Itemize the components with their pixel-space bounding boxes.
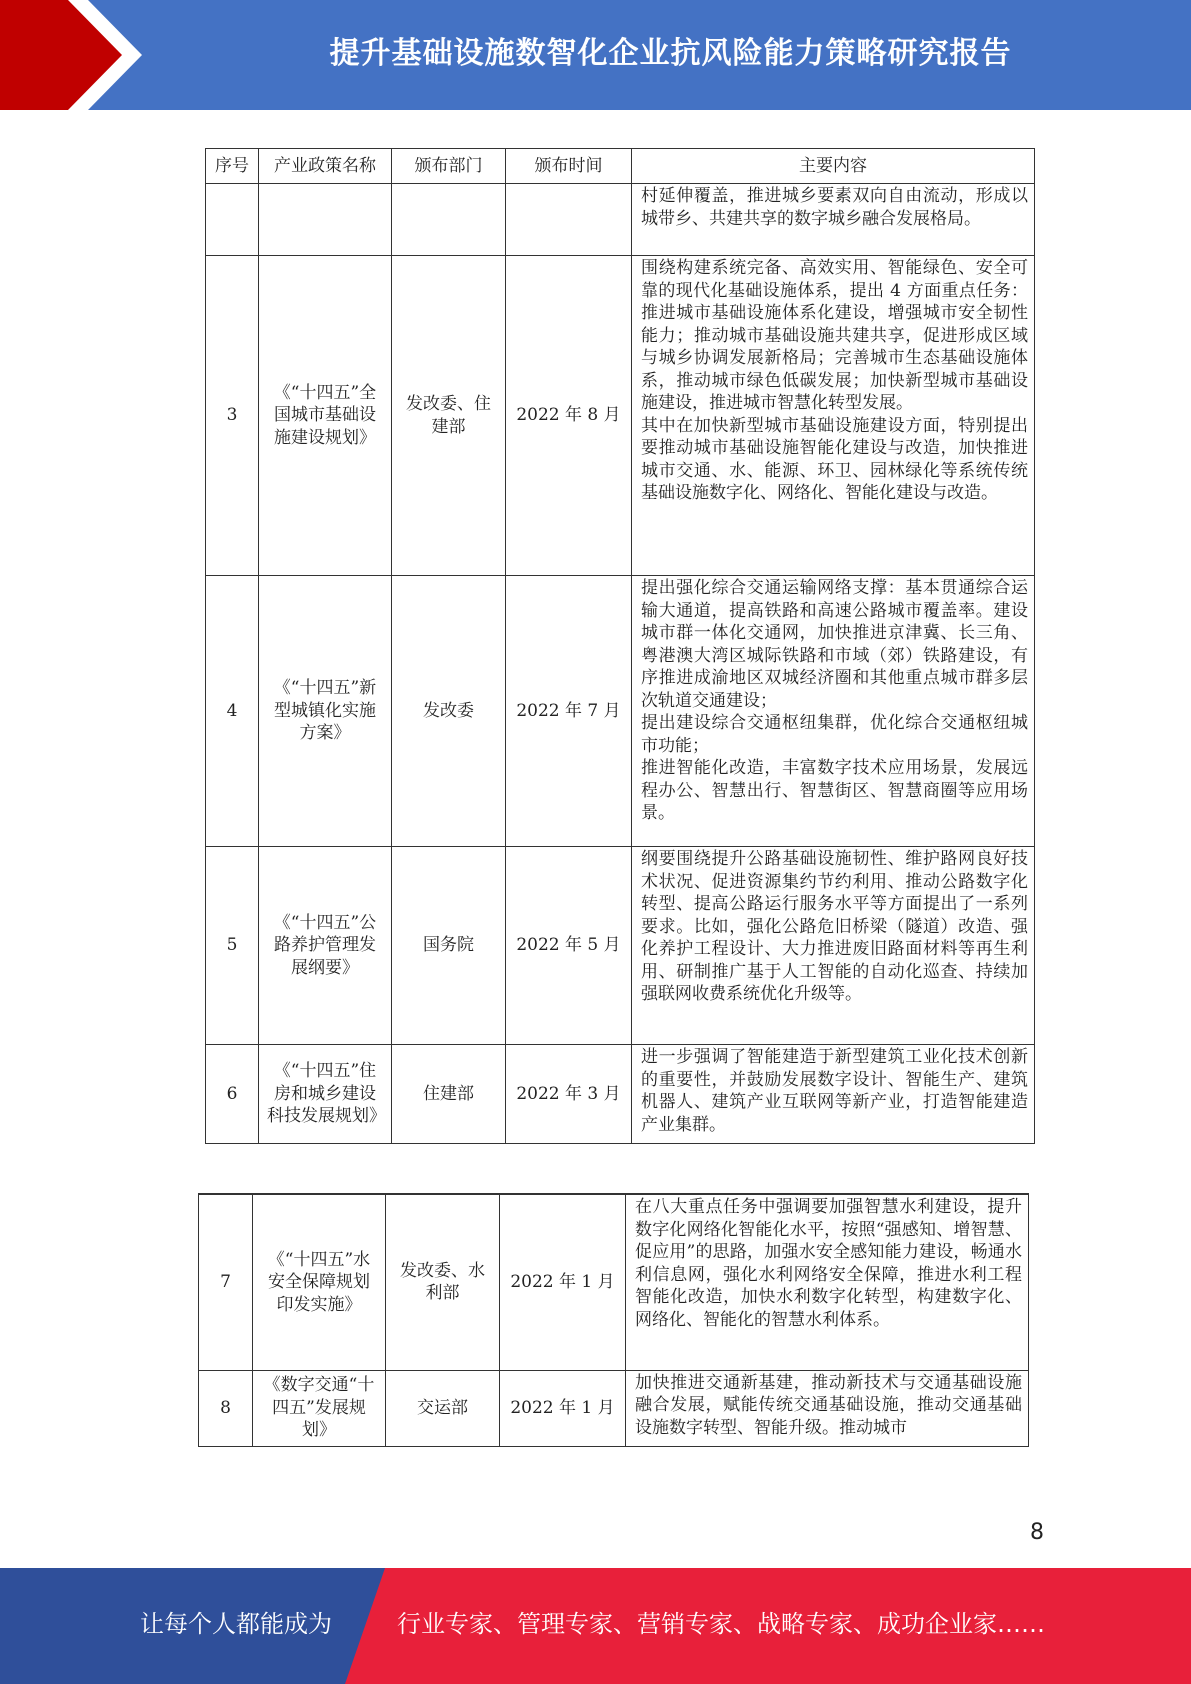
row-date: 2022 年 5 月	[506, 847, 632, 1045]
row-no: 5	[206, 847, 259, 1045]
row-no: 4	[206, 576, 259, 847]
content-paragraph: 其中在加快新型城市基础设施建设方面，特别提出要推动城市基础设施智能化建设与改造，加快推进城市交通、水、能源、环卫、园林绿化等系统传统基础设施数字化、网络化、智能化建设与改造。	[641, 415, 1028, 503]
header-chevron-decoration	[0, 0, 150, 110]
row-content	[632, 256, 1035, 576]
col-header-department: 颁布部门	[392, 149, 506, 184]
document-title: 提升基础设施数智化企业抗风险能力策略研究报告	[329, 36, 1012, 71]
col-header-content: 主要内容	[632, 149, 1035, 184]
col-header-date: 颁布时间	[506, 149, 632, 184]
row-no: 3	[206, 256, 259, 576]
content-paragraph: 村延伸覆盖，推进城乡要素双向自由流动，形成以城带乡、共建共享的数字城乡融合发展格局。	[641, 186, 1028, 229]
row-policy-name: 《“十四五”全国城市基础设施建设规划》	[259, 256, 392, 576]
row-department: 交运部	[386, 1370, 500, 1446]
row-department: 发改委、水利部	[386, 1194, 500, 1370]
row-department: 国务院	[392, 847, 506, 1045]
row-policy-name: 《“十四五”住房和城乡建设科技发展规划》	[259, 1045, 392, 1144]
footer-band	[0, 1568, 1191, 1684]
footer-slogan-right: 行业专家、管理专家、营销专家、战略专家、成功企业家……	[397, 1610, 1045, 1638]
row-date: 2022 年 1 月	[500, 1370, 626, 1446]
table-row	[206, 1045, 1035, 1144]
page-number: 8	[1030, 1520, 1044, 1545]
row-content	[626, 1194, 1029, 1370]
table-row	[206, 576, 1035, 847]
row-date: 2022 年 8 月	[506, 256, 632, 576]
row-policy-name: 《“十四五”新型城镇化实施方案》	[259, 576, 392, 847]
row-no: 8	[199, 1370, 253, 1446]
row-department: 发改委、住建部	[392, 256, 506, 576]
table-row	[206, 256, 1035, 576]
table-row	[199, 1194, 1029, 1370]
header-band	[0, 0, 1191, 110]
content-paragraph: 加快推进交通新基建，推动新技术与交通基础设施融合发展，赋能传统交通基础设施，推动交通基础设施数字转型、智能升级。推动城市	[635, 1372, 1022, 1438]
row-no: 6	[206, 1045, 259, 1144]
table-row	[206, 184, 1035, 256]
table-header-row	[206, 149, 1035, 184]
content-paragraph: 在八大重点任务中强调要加强智慧水利建设，提升数字化网络化智能化水平，按照“强感知、增智慧、促应用”的思路，加强水安全感知能力建设，畅通水利信息网，强化水利网络安全保障，推进水利工程智能化改造，加快水利数字化转型，构建数字化、网络化、智能化的智慧水利体系。	[635, 1197, 1022, 1330]
row-department	[392, 184, 506, 256]
row-content	[632, 1045, 1035, 1144]
row-content	[632, 576, 1035, 847]
table-row	[199, 1370, 1029, 1446]
col-header-policy-name: 产业政策名称	[259, 149, 392, 184]
policy-table	[205, 148, 1035, 1144]
content-paragraph: 纲要围绕提升公路基础设施韧性、维护路网良好技术状况、促进资源集约节约利用、推动公路数字化转型、提高公路运行服务水平等方面提出了一系列要求。比如，强化公路危旧桥梁（隧道）改造、强化养护工程设计、大力推进废旧路面材料等再生利用、研制推广基于人工智能的自动化巡查、持续加强联网收费系统优化升级等。	[641, 849, 1028, 1004]
row-date: 2022 年 3 月	[506, 1045, 632, 1144]
content-paragraph: 进一步强调了智能建造于新型建筑工业化技术创新的重要性，并鼓励发展数字设计、智能生产、建筑机器人、建筑产业互联网等新产业，打造智能建造产业集群。	[641, 1047, 1028, 1135]
policy-table-continued	[198, 1193, 1029, 1447]
row-policy-name: 《数字交通“十四五”发展规划》	[253, 1370, 386, 1446]
row-date: 2022 年 7 月	[506, 576, 632, 847]
content-paragraph: 提出建设综合交通枢纽集群，优化综合交通枢纽城市功能；	[641, 713, 1028, 756]
row-department: 住建部	[392, 1045, 506, 1144]
content-paragraph: 围绕构建系统完备、高效实用、智能绿色、安全可靠的现代化基础设施体系，提出 4 方面重点任务：推进城市基础设施体系化建设，增强城市安全韧性能力；推动城市基础设施共建共享，促进形成区域与城乡协调发展新格局；完善城市生态基础设施体系，推动城市绿色低碳发展；加快新型城市基础设施建设，推进城市智慧化转型发展。	[641, 258, 1028, 413]
row-content	[632, 184, 1035, 256]
row-date: 2022 年 1 月	[500, 1194, 626, 1370]
col-header-no: 序号	[206, 149, 259, 184]
row-no	[206, 184, 259, 256]
row-policy-name: 《“十四五”水安全保障规划印发实施》	[253, 1194, 386, 1370]
row-policy-name: 《“十四五”公路养护管理发展纲要》	[259, 847, 392, 1045]
footer-slogan-left: 让每个人都能成为	[140, 1610, 332, 1638]
row-content	[632, 847, 1035, 1045]
row-content	[626, 1370, 1029, 1446]
row-no: 7	[199, 1194, 253, 1370]
table-row	[206, 847, 1035, 1045]
row-department: 发改委	[392, 576, 506, 847]
row-date	[506, 184, 632, 256]
content-paragraph: 提出强化综合交通运输网络支撑：基本贯通综合运输大通道，提高铁路和高速公路城市覆盖率。建设城市群一体化交通网，加快推进京津冀、长三角、粤港澳大湾区城际铁路和市域（郊）铁路建设，有序推进成渝地区双城经济圈和其他重点城市群多层次轨道交通建设；	[641, 578, 1028, 711]
row-policy-name	[259, 184, 392, 256]
content-paragraph: 推进智能化改造，丰富数字技术应用场景，发展远程办公、智慧出行、智慧街区、智慧商圈等应用场景。	[641, 758, 1028, 823]
